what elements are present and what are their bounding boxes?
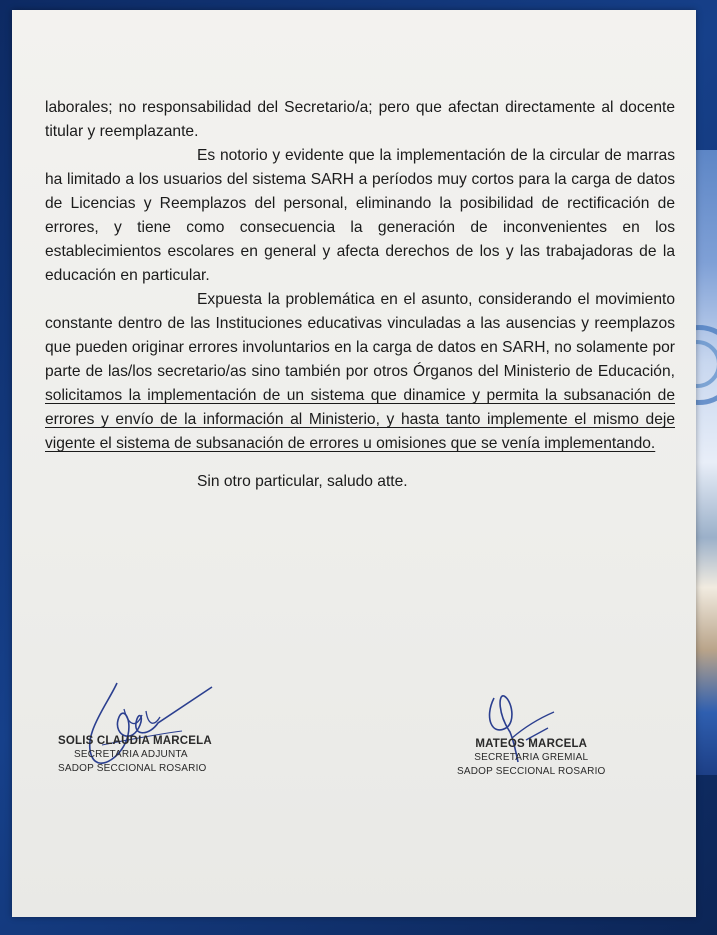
signer-role-right: SECRETARIA GREMIAL <box>474 752 589 763</box>
signer-name-right: MATEOS MARCELA <box>475 738 588 750</box>
letter-body <box>45 96 675 494</box>
signer-name-left: SOLIS CLAUDIA MARCELA <box>58 735 212 747</box>
paragraph-3-request: solicitamos la implementación de un sistema que dinamice y permita la subsanación de errores y envío de la información al Ministerio, y hasta tanto implemente el mismo deje vigente el sistema de subsanación de errores u omisiones que se venía implementando. <box>45 387 675 452</box>
paragraph-2: Es notorio y evidente que la implementación de la circular de marras ha limitado a los usuarios del sistema SARH a períodos muy cortos para la carga de datos de Licencias y Reemplazos del personal, eliminando la posibilidad de rectificación de errores, y tiene como consecuencia la generación de inconvenientes en los establecimientos escolares en general y afecta derechos de los y las trabajadoras de la educación en particular. <box>45 147 675 284</box>
paragraph-1: laborales; no responsabilidad del Secretario/a; pero que afectan directamente al docente titular y reemplazante. <box>45 99 675 140</box>
closing-line: Sin otro particular, saludo atte. <box>197 473 408 490</box>
signer-role-left: SECRETARIA ADJUNTA <box>74 749 188 760</box>
signer-org-right: SADOP SECCIONAL ROSARIO <box>457 766 606 777</box>
signature-block-right <box>457 737 606 779</box>
document-page <box>12 10 696 917</box>
paragraph-3 <box>45 288 675 456</box>
signature-block-left <box>58 734 212 776</box>
paragraph-3-plain: Expuesta la problemática en el asunto, considerando el movimiento constante dentro de las Instituciones educativas vinculadas a las ausencias y reemplazos que pueden originar errores involuntarios en la carga de datos en SARH, no solamente por parte de las/los secretario/as sino también por otros Órganos del Ministerio de Educación, <box>45 291 675 380</box>
signer-org-left: SADOP SECCIONAL ROSARIO <box>58 763 207 774</box>
